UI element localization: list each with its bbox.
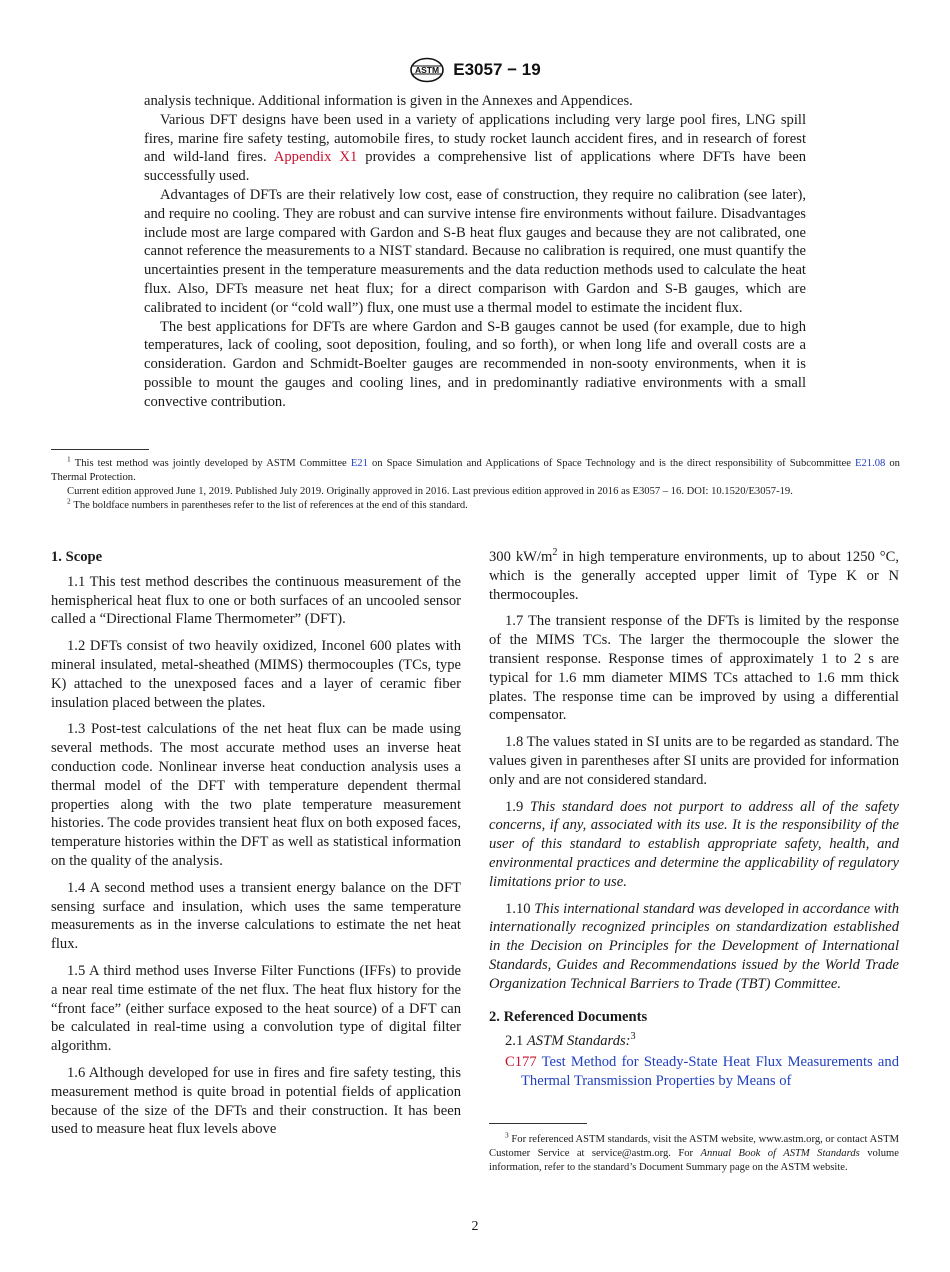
document-id: E3057 − 19 <box>453 60 541 79</box>
footnote-divider <box>51 449 149 450</box>
page-header <box>0 56 950 84</box>
intro-paragraph: Various DFT designs have been used in a variety of applications including very large pool fires, LNG spill fires, marine fire safety testing, automobile fires, to study rocket launch accident fires, and in research of forest and wild-land fires. Appendix X1 provides a comprehensive list of applications where DFTs have been successfully used. <box>144 111 806 185</box>
footnotes-bottom <box>489 1130 900 1175</box>
footnotes-top <box>51 454 900 513</box>
section-1-3: 1.3 Post-test calculations of the net heat flux can be made using several methods. The most accurate method uses an inverse heat conduction code. Nonlinear inverse heat conduction analysis uses a thermal model of the DFT with temperature dependent thermal properties along with the two plate temperature measurement histories. The code provides transient heat flux on both exposed faces, temperature histories within the DFT as well as statistical information on the quality of the analysis. <box>51 721 461 869</box>
right-column <box>489 548 899 1099</box>
section-2-1: 2.1 ASTM Standards:$^3$ <box>505 1031 636 1050</box>
section-1-7: 1.7 The transient response of the DFTs is limited by the response of the MIMS TCs. The larger the thermocouple the slower the transient response. Response times of approximately 1 to 2 s are typical for 1.6 mm diameter MIMS TCs attached to 1.6 mm thick plates. The response time can be improved by using a differential compensator. <box>489 613 899 724</box>
appendix-x1-link[interactable]: Appendix X1 <box>273 149 358 166</box>
section-1-5: 1.5 A third method uses Inverse Filter Functions (IFFs) to provide a near real time estimate of the net flux. The heat flux history for the “front face” (either surface exposed to the heat source) of a DFT can be calculated in real-time using a convolution type of digital filter algorithm. <box>51 962 461 1055</box>
section-1-4: 1.4 A second method uses a transient energy balance on the DFT sensing surface and insulation, which uses the same temperature measurements as in the inverse calculations to estimate the net heat flux. <box>51 879 461 953</box>
left-column <box>51 548 461 1147</box>
intro-section <box>144 92 806 412</box>
section-1-2: 1.2 DFTs consist of two heavily oxidized, Inconel 600 plates with mineral insulated, metal-sheathed (MIMS) thermocouples (TCs, type K) attached to the unexposed faces and a layer of ceramic fiber insulation placed between the plates. <box>51 638 461 711</box>
e21-08-link[interactable]: E21.08 <box>855 458 886 469</box>
footnote-3: $^3$ For referenced ASTM standards, visit the ASTM website, www.astm.org, or contact ASTM Customer Service at service@astm.org. For Annual Book of ASTM Standards volume information, refer to the standard’s Document Summary page on the ASTM website. <box>489 1130 900 1173</box>
svg-text:ASTM: ASTM <box>415 65 440 76</box>
footnote-2: $^2$ The boldface numbers in parentheses refer to the list of references at the end of this standard. <box>67 496 468 511</box>
intro-paragraph: Advantages of DFTs are their relatively low cost, ease of construction, they require no calibration (see later), and require no cooling. They are robust and can survive intense fire environments without failure. Disadvantages include most are large compared with Gardon and S-B heat flux gauges and because they are not calibrated, one cannot reference the measurements to a NIST standard. Because no calibration is required, one must quantify the uncertainties present in the temperature measurements and the data reduction methods used to calculate the heat flux. Also, DFTs measure net heat flux; for a direct comparison with Gardon and S-B gauges, which are calibrated to incident (or “cold wall”) flux, one must use a thermal model to estimate the incident flux. <box>144 186 806 316</box>
intro-paragraph: The best applications for DFTs are where Gardon and S-B gauges cannot be used (for example, due to high temperatures, lack of cooling, soot deposition, fouling, and so forth), or when long life and overall costs are a consideration. Gardon and Schmidt-Boelter gauges are recommended in non-sooty environments, when it is possible to mount the gauges and cooling lines, and in predominantly radiative environments with a small convective contribution. <box>144 318 806 410</box>
footnote-divider <box>489 1123 587 1124</box>
e21-link[interactable]: E21 <box>350 458 368 469</box>
section-1-10: 1.10 This international standard was developed in accordance with internationally recognized principles on standardization established in the Decision on Principles for the Development of International Standards, Guides and Recommendations issued by the World Trade Organization Technical Barriers to Trade (TBT) Committee. <box>489 900 900 992</box>
section-1-8: 1.8 The values stated in SI units are to be regarded as standard. The values given in parentheses after SI units are provided for information only and are not considered standard. <box>489 734 899 788</box>
astm-logo-icon <box>409 57 445 83</box>
c177-link[interactable]: C177 <box>505 1054 537 1071</box>
section-1-9: 1.9 This standard does not purport to address all of the safety concerns, if any, associated with its use. It is the responsibility of the user of this standard to establish appropriate safety, health, and environmental practices and determine the applicability of regulatory limitations prior to use. <box>489 798 899 890</box>
section-1-6: 1.6 Although developed for use in fires and fire safety testing, this measurement method is quite broad in potential fields of application because of the size of the DFTs and their construction. It has been used to measure heat flux levels above <box>51 1064 461 1138</box>
scope-heading: 1. Scope <box>51 549 103 565</box>
intro-paragraph: analysis technique. Additional information is given in the Annexes and Appendices. <box>144 93 633 109</box>
page-number: 2 <box>471 1219 479 1234</box>
c177-title-link[interactable]: Test Method for Steady-State Heat Flux Measurements and Thermal Transmission Properties by Means of <box>521 1054 899 1089</box>
referenced-documents-heading: 2. Referenced Documents <box>489 1008 648 1025</box>
footnote-1: $^1$ This test method was jointly developed by ASTM Committee E21 on Space Simulation and Applications of Space Technology and is the direct responsibility of Subcommittee E21.08 on Thermal Protection. <box>51 454 900 483</box>
footnote-1-edition: Current edition approved June 1, 2019. Published July 2019. Originally approved in 2016. Last previous edition approved in 2016 as E3057 – 16. DOI: 10.1520/E3057-19. <box>67 486 793 497</box>
reference-c177 <box>489 1053 899 1091</box>
section-1-1: 1.1 This test method describes the continuous measurement of the hemispherical heat flux to one or both surfaces of an uncooled sensor called a “Directional Flame Thermometer” (DFT). <box>51 573 461 628</box>
section-1-6-continued: 300 $kW/m^2$ in high temperature environments, up to about 1250 °C, which is the generally accepted upper limit of Type K or N thermocouples. <box>489 547 899 603</box>
